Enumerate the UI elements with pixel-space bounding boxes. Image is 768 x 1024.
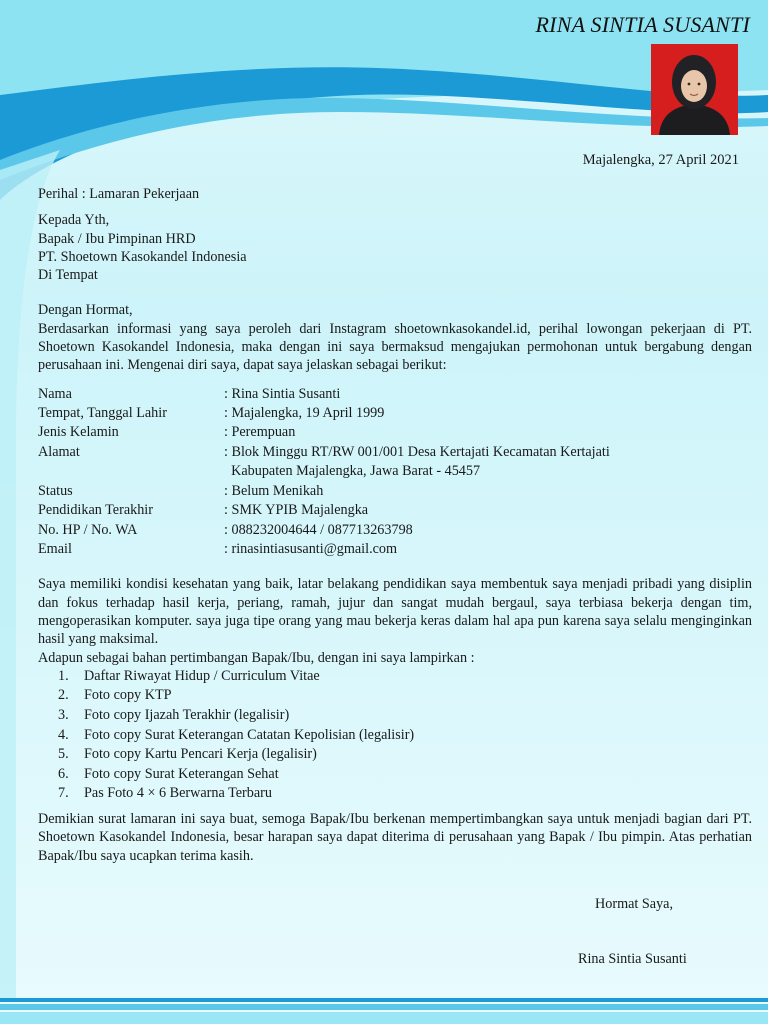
intro-paragraph: Berdasarkan informasi yang saya peroleh dari Instagram shoetownkasokandel.id, perihal lowongan pekerjaan di PT. Shoetown Kasokandel Indonesia, maka dengan ini saya bermaksud mengajukan permohonan untuk bergabung dengan perusahaan ini. Mengenai diri saya, dapat saya jelaskan sebagai berikut: bbox=[38, 320, 752, 374]
bio-label: Status bbox=[38, 482, 73, 499]
list-item bbox=[38, 706, 752, 726]
list-text: Foto copy Surat Keterangan Sehat bbox=[84, 765, 279, 782]
table-row bbox=[38, 501, 752, 520]
letter-body bbox=[38, 185, 752, 865]
table-row bbox=[38, 404, 752, 423]
list-item bbox=[38, 686, 752, 706]
list-item bbox=[38, 784, 752, 804]
bio-value: : Rina Sintia Susanti bbox=[224, 385, 341, 402]
recipient-line: PT. Shoetown Kasokandel Indonesia bbox=[38, 248, 247, 265]
bio-value: Kabupaten Majalengka, Jawa Barat - 45457 bbox=[224, 463, 481, 480]
bio-value: : Majalengka, 19 April 1999 bbox=[224, 405, 385, 422]
table-row bbox=[38, 462, 752, 481]
table-row bbox=[38, 482, 752, 501]
list-text: Foto copy Kartu Pencari Kerja (legalisir) bbox=[84, 746, 317, 763]
letter-date: Majalengka, 27 April 2021 bbox=[582, 152, 739, 168]
closing-salutation: Hormat Saya, bbox=[595, 896, 674, 912]
table-row bbox=[38, 521, 752, 540]
list-number: 1. bbox=[58, 667, 69, 684]
list-text: Foto copy Ijazah Terakhir (legalisir) bbox=[84, 707, 290, 723]
qualification-paragraph: Saya memiliki kondisi kesehatan yang baik, latar belakang pendidikan saya membentuk saya menjadi pribadi yang disiplin dan fokus terhadap hasil kerja, periang, ramah, jujur dan sangat mudah bergaul, saya terbiasa bekerja dengan tim, mengoperasikan komputer. saya juga tipe orang yang mau bekerja keras dalam hal apa pun karena saya selalu menginginkan hasil yang maksimal. bbox=[38, 576, 752, 648]
list-number: 7. bbox=[58, 785, 69, 802]
bio-value: : Belum Menikah bbox=[224, 482, 324, 499]
bio-label: Nama bbox=[38, 385, 72, 402]
list-item bbox=[38, 726, 752, 746]
bio-label: Pendidikan Terakhir bbox=[38, 502, 153, 519]
list-item bbox=[38, 667, 752, 687]
list-text: Daftar Riwayat Hidup / Curriculum Vitae bbox=[84, 667, 320, 684]
bio-label: Jenis Kelamin bbox=[38, 424, 119, 441]
bio-label: Email bbox=[38, 540, 72, 557]
applicant-name-header: RINA SINTIA SUSANTI bbox=[535, 12, 750, 37]
table-row bbox=[38, 423, 752, 442]
greeting: Dengan Hormat, bbox=[38, 302, 133, 319]
bio-label: Tempat, Tanggal Lahir bbox=[38, 405, 167, 422]
bio-label: Alamat bbox=[38, 443, 80, 460]
recipient-line: Di Tempat bbox=[38, 267, 98, 284]
signature-name: Rina Sintia Susanti bbox=[578, 951, 687, 967]
recipient-line: Kepada Yth, bbox=[38, 212, 110, 229]
list-number: 6. bbox=[58, 765, 69, 782]
attachments-list bbox=[38, 667, 752, 804]
bio-value: : Blok Minggu RT/RW 001/001 Desa Kertajati Kecamatan Kertajati bbox=[224, 443, 610, 460]
bio-value: : rinasintiasusanti@gmail.com bbox=[224, 540, 398, 557]
bio-value: : Perempuan bbox=[224, 424, 296, 441]
bio-label bbox=[38, 462, 224, 481]
closing-paragraph: Demikian surat lamaran ini saya buat, semoga Bapak/Ibu berkenan mempertimbangkan saya untuk menjadi bagian dari PT. Shoetown Kasokandel Indonesia, besar harapan saya dapat diterima di perusahaan yang Bapak / Ibu pimpin. Atas perhatian Bapak/Ibu saya ucapkan terima kasih. bbox=[38, 810, 752, 864]
personal-data-table bbox=[38, 385, 752, 560]
table-row bbox=[38, 443, 752, 462]
recipient-block bbox=[38, 211, 752, 284]
recipient-line: Bapak / Ibu Pimpinan HRD bbox=[38, 230, 196, 247]
list-number: 5. bbox=[58, 746, 69, 763]
table-row bbox=[38, 540, 752, 559]
bio-label: No. HP / No. WA bbox=[38, 521, 138, 538]
bio-value: : SMK YPIB Majalengka bbox=[224, 502, 369, 519]
table-row bbox=[38, 385, 752, 404]
list-text: Foto copy KTP bbox=[84, 687, 172, 704]
bio-value: : 088232004644 / 087713263798 bbox=[224, 521, 413, 538]
list-text: Foto copy Surat Keterangan Catatan Kepolisian (legalisir) bbox=[84, 726, 415, 743]
list-number: 2. bbox=[58, 687, 69, 704]
applicant-photo bbox=[651, 44, 738, 135]
list-item bbox=[38, 745, 752, 765]
list-number: 4. bbox=[58, 726, 69, 743]
person-portrait-icon bbox=[651, 44, 738, 135]
attachments-intro: Adapun sebagai bahan pertimbangan Bapak/Ibu, dengan ini saya lampirkan : bbox=[38, 649, 475, 666]
list-text: Pas Foto 4 × 6 Berwarna Terbaru bbox=[84, 785, 272, 802]
list-number: 3. bbox=[58, 707, 69, 723]
list-item bbox=[38, 765, 752, 785]
letter-subject: Perihal : Lamaran Pekerjaan bbox=[38, 186, 200, 202]
